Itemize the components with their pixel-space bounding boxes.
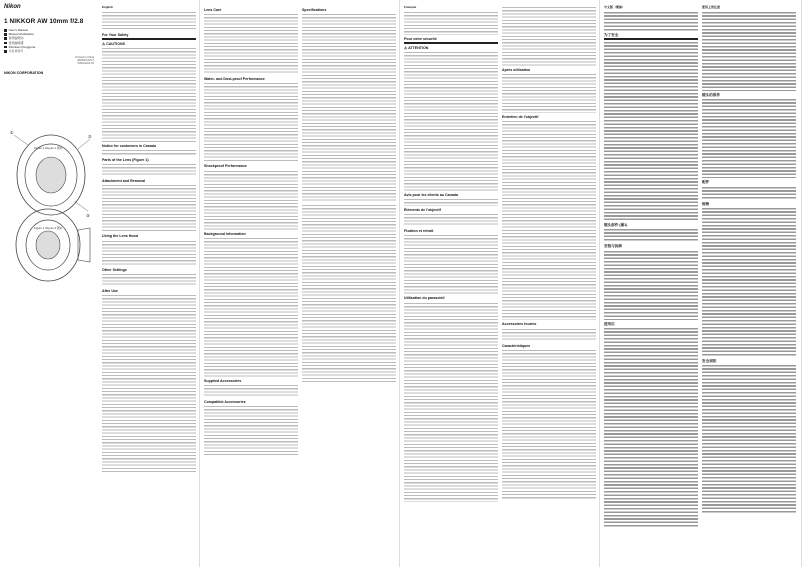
company-name: NIKON CORPORATION [4, 71, 44, 75]
section-heading: Using the Lens Hood [102, 234, 138, 239]
section-heading: 使用后 [604, 321, 615, 326]
section-heading: Attachment and Removal [102, 179, 146, 184]
section-heading: Éléments de l'objectif [404, 208, 441, 212]
section-heading: Fixation et retrait [404, 229, 434, 234]
language-item: 사용설명서 [4, 49, 35, 53]
section-heading: After Use [102, 288, 118, 293]
section-heading: For Your Safety [102, 33, 129, 38]
svg-text:①: ① [10, 130, 14, 135]
square-icon [4, 46, 7, 49]
section-heading: ⚠ CAUTIONS [102, 41, 125, 46]
section-heading: Lens Care [204, 8, 222, 12]
svg-text:②: ② [88, 134, 92, 139]
svg-text:③: ③ [86, 213, 90, 218]
french-column-1 [404, 6, 498, 503]
language-item: 使用說明書 [4, 41, 35, 45]
square-icon [4, 50, 7, 53]
product-title: 1 NIKKOR AW 10mm f/2.8 [4, 18, 84, 25]
section-heading: Après utilisation [502, 68, 531, 72]
page-english-specs [200, 0, 400, 567]
language-item: Panduan Pengguna [4, 45, 35, 49]
square-icon [4, 29, 7, 32]
section-heading: Water- and Dust-proof Performance [204, 77, 265, 82]
section-heading: Accessoires fournis [502, 322, 537, 327]
nikon-logo: Nikon [4, 4, 21, 10]
chinese-column-2 [702, 6, 796, 515]
page-chinese [600, 0, 802, 567]
square-icon [4, 42, 7, 45]
section-heading: Utilisation du parasoleil [404, 296, 445, 301]
section-heading: 规格 [702, 201, 710, 206]
section-heading: Other Settings [102, 267, 127, 272]
section-heading: Background Information [204, 231, 246, 236]
section-heading: 镜头部件 (图1) [604, 223, 628, 228]
print-info: Printed in China EN/FR/CN/CT 7MAA12A1-01 [75, 56, 94, 66]
figure-1-caption: Figure 1 (Figure 1 图1) [34, 146, 63, 150]
section-heading: Specifications [302, 8, 327, 12]
figure-2-caption: Figure 2 (Figure 2 图2) [34, 226, 63, 230]
chinese-column-1 [604, 6, 698, 528]
language-header: 使用上的注意 [702, 5, 721, 9]
figure-2-lens-hood-diagram [8, 200, 94, 290]
square-icon [4, 33, 7, 36]
english-column-specs [302, 6, 396, 386]
section-heading: Compatible Accessories [204, 400, 246, 405]
section-heading: 镜头的保养 [702, 93, 720, 98]
language-header: Français [404, 5, 417, 9]
language-header: 中文版（简体） [604, 5, 626, 9]
section-heading: Pour votre sécurité [404, 37, 437, 42]
section-heading: Shockproof Performance [204, 164, 247, 169]
language-item: 使用说明书 [4, 36, 35, 40]
section-heading: 安装与拆卸 [604, 244, 622, 249]
language-header: English [102, 5, 113, 9]
english-column-intro [102, 6, 196, 475]
section-heading: Notice for customers in Canada [102, 143, 157, 148]
section-heading: ⚠ ATTENTION [404, 45, 429, 50]
page-english-cover [0, 0, 200, 567]
section-heading: Caractéristiques [502, 343, 531, 348]
section-heading: 安全須知 [702, 358, 717, 363]
section-heading: Entretien de l'objectif [502, 115, 539, 120]
french-column-2 [502, 6, 596, 500]
section-heading: Supplied Accessories [204, 378, 242, 383]
language-item: User's Manual [4, 28, 35, 32]
language-item: Manuel d'utilisation [4, 32, 35, 36]
page-french [400, 0, 600, 567]
english-column-care [204, 6, 298, 456]
section-heading: 配件 [702, 180, 710, 185]
square-icon [4, 37, 7, 40]
language-list [4, 28, 35, 53]
section-heading: Parts of the Lens (Figure 1) [102, 158, 149, 162]
section-heading: Avis pour les clients au Canada [404, 192, 458, 197]
section-heading: 为了安全 [604, 33, 619, 38]
